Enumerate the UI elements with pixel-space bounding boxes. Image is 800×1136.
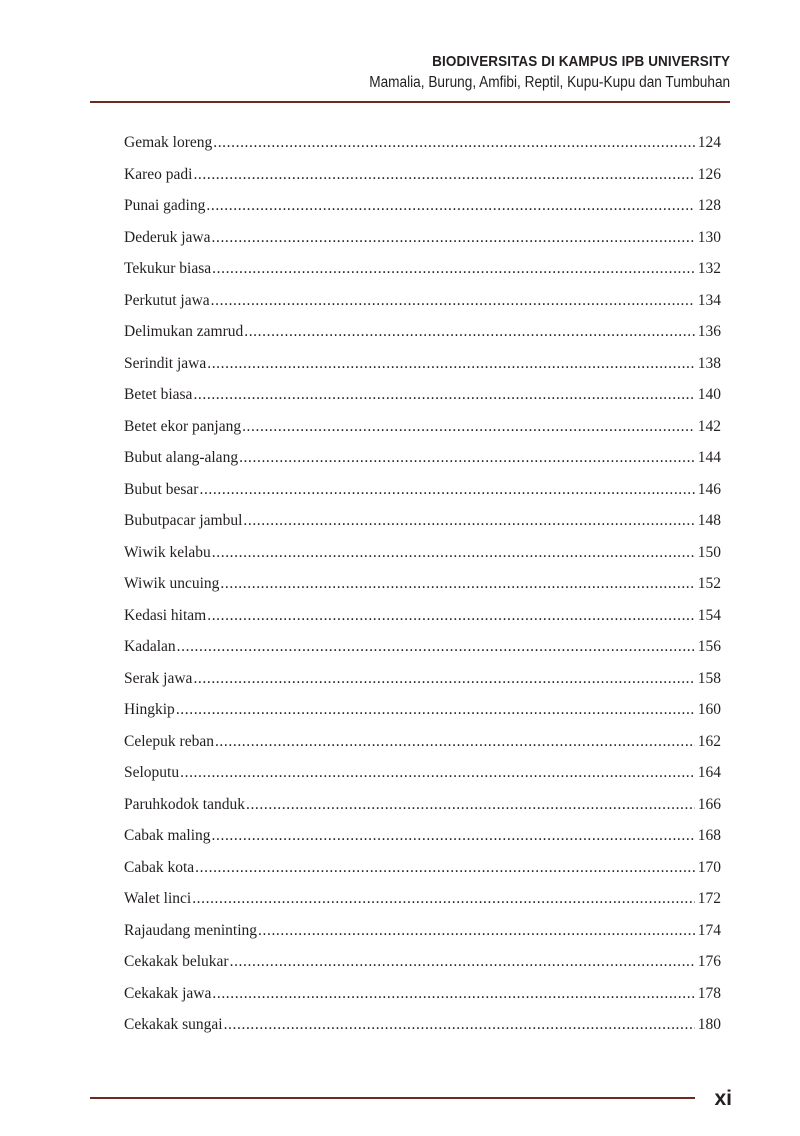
toc-entry-label: Dederuk jawa bbox=[124, 228, 211, 246]
toc-entry[interactable] bbox=[124, 134, 721, 166]
table-of-contents bbox=[124, 134, 721, 1048]
toc-entry-page: 166 bbox=[697, 795, 721, 813]
toc-leader-dots bbox=[212, 985, 694, 1003]
toc-leader-dots bbox=[193, 166, 694, 184]
toc-entry[interactable] bbox=[124, 323, 721, 355]
toc-entry[interactable] bbox=[124, 512, 721, 544]
toc-leader-dots bbox=[244, 323, 695, 341]
toc-leader-dots bbox=[258, 922, 695, 940]
toc-entry-page: 152 bbox=[697, 575, 721, 592]
toc-entry[interactable] bbox=[124, 985, 721, 1017]
toc-entry-label: Gemak loreng bbox=[124, 134, 213, 151]
toc-leader-dots bbox=[224, 1016, 695, 1034]
toc-entry-page: 164 bbox=[697, 764, 721, 781]
toc-entry-label: Cekakak belukar bbox=[124, 953, 229, 970]
toc-entry-page: 176 bbox=[697, 953, 721, 970]
toc-entry-label: Cabak maling bbox=[124, 827, 211, 844]
toc-entry-page: 142 bbox=[697, 417, 721, 435]
toc-entry-page: 168 bbox=[697, 827, 721, 844]
toc-entry-label: Wiwik kelabu bbox=[124, 543, 211, 561]
toc-entry-page: 162 bbox=[697, 732, 721, 750]
toc-entry-label: Serak jawa bbox=[124, 669, 193, 687]
toc-entry-page: 144 bbox=[697, 449, 721, 466]
toc-leader-dots bbox=[176, 701, 695, 719]
toc-entry-label: Bubutpacar jambul bbox=[124, 512, 243, 529]
toc-leader-dots bbox=[243, 512, 694, 530]
toc-entry-page: 180 bbox=[697, 1016, 721, 1033]
toc-leader-dots bbox=[193, 670, 694, 688]
toc-leader-dots bbox=[242, 418, 695, 436]
page-number: xi bbox=[714, 1087, 732, 1110]
toc-entry-page: 178 bbox=[697, 984, 721, 1002]
toc-entry-page: 132 bbox=[697, 260, 721, 277]
toc-entry[interactable] bbox=[124, 197, 721, 229]
toc-entry-label: Cabak kota bbox=[124, 858, 195, 876]
toc-entry[interactable] bbox=[124, 575, 721, 607]
toc-leader-dots bbox=[212, 260, 695, 278]
toc-leader-dots bbox=[180, 764, 695, 782]
toc-entry-label: Cekakak sungai bbox=[124, 1016, 223, 1033]
toc-entry-page: 174 bbox=[697, 921, 721, 939]
toc-entry-page: 158 bbox=[697, 669, 721, 687]
toc-entry-label: Paruhkodok tanduk bbox=[124, 795, 245, 813]
toc-entry-label: Kadalan bbox=[124, 638, 176, 655]
toc-leader-dots bbox=[239, 449, 695, 467]
toc-entry-page: 138 bbox=[697, 354, 721, 372]
toc-entry-label: Celepuk reban bbox=[124, 732, 214, 750]
toc-leader-dots bbox=[199, 481, 694, 499]
toc-entry-label: Hingkip bbox=[124, 701, 175, 718]
toc-entry[interactable] bbox=[124, 260, 721, 292]
toc-entry-label: Serindit jawa bbox=[124, 354, 207, 372]
toc-entry[interactable] bbox=[124, 670, 721, 702]
toc-entry[interactable] bbox=[124, 418, 721, 450]
toc-leader-dots bbox=[230, 953, 695, 971]
toc-entry[interactable] bbox=[124, 764, 721, 796]
toc-leader-dots bbox=[215, 733, 695, 751]
toc-entry[interactable] bbox=[124, 166, 721, 198]
toc-entry[interactable] bbox=[124, 607, 721, 639]
toc-entry-label: Seloputu bbox=[124, 764, 180, 781]
toc-entry[interactable] bbox=[124, 1016, 721, 1048]
toc-leader-dots bbox=[192, 890, 695, 908]
toc-entry[interactable] bbox=[124, 701, 721, 733]
toc-leader-dots bbox=[207, 607, 695, 625]
toc-entry-label: Betet biasa bbox=[124, 386, 193, 403]
toc-entry-page: 140 bbox=[697, 386, 721, 403]
toc-leader-dots bbox=[195, 859, 695, 877]
toc-leader-dots bbox=[206, 197, 694, 215]
toc-entry-label: Betet ekor panjang bbox=[124, 417, 242, 435]
running-header bbox=[320, 52, 730, 94]
toc-entry-label: Kareo padi bbox=[124, 165, 193, 183]
footer-divider bbox=[90, 1097, 695, 1099]
toc-entry-page: 150 bbox=[697, 543, 721, 561]
toc-leader-dots bbox=[212, 827, 695, 845]
toc-leader-dots bbox=[211, 292, 695, 310]
toc-entry-page: 172 bbox=[697, 890, 721, 907]
toc-entry-label: Punai gading bbox=[124, 197, 206, 214]
book-title: BIODIVERSITAS DI KAMPUS IPB UNIVERSITY bbox=[432, 53, 730, 70]
toc-entry[interactable] bbox=[124, 292, 721, 324]
toc-leader-dots bbox=[220, 575, 694, 593]
toc-leader-dots bbox=[207, 355, 695, 373]
toc-entry[interactable] bbox=[124, 827, 721, 859]
toc-entry[interactable] bbox=[124, 386, 721, 418]
toc-entry-page: 148 bbox=[697, 512, 721, 529]
toc-entry-label: Bubut alang-alang bbox=[124, 449, 239, 466]
toc-entry-label: Wiwik uncuing bbox=[124, 575, 220, 592]
toc-entry[interactable] bbox=[124, 544, 721, 576]
toc-leader-dots bbox=[177, 638, 695, 656]
toc-entry-page: 154 bbox=[697, 606, 721, 624]
toc-leader-dots bbox=[213, 134, 695, 152]
toc-entry-label: Tekukur biasa bbox=[124, 260, 212, 277]
toc-entry[interactable] bbox=[124, 922, 721, 954]
toc-entry-page: 130 bbox=[697, 228, 721, 246]
toc-entry-page: 156 bbox=[697, 638, 721, 655]
toc-leader-dots bbox=[212, 544, 695, 562]
toc-entry[interactable] bbox=[124, 449, 721, 481]
toc-leader-dots bbox=[212, 229, 695, 247]
toc-entry[interactable] bbox=[124, 481, 721, 513]
toc-entry-label: Walet linci bbox=[124, 890, 192, 907]
toc-entry-label: Cekakak jawa bbox=[124, 984, 212, 1002]
toc-entry-label: Bubut besar bbox=[124, 480, 199, 498]
toc-entry-page: 124 bbox=[697, 134, 721, 151]
toc-entry-label: Rajaudang meninting bbox=[124, 921, 258, 939]
toc-entry-label: Perkutut jawa bbox=[124, 291, 210, 309]
toc-leader-dots bbox=[246, 796, 695, 814]
header-divider bbox=[90, 101, 730, 103]
toc-entry-page: 128 bbox=[697, 197, 721, 214]
toc-entry[interactable] bbox=[124, 229, 721, 261]
book-subtitle: Mamalia, Burung, Amfibi, Reptil, Kupu-Kupu dan Tumbuhan bbox=[369, 74, 730, 91]
toc-entry-page: 134 bbox=[697, 291, 721, 309]
toc-entry[interactable] bbox=[124, 859, 721, 891]
toc-entry-page: 146 bbox=[697, 480, 721, 498]
toc-entry[interactable] bbox=[124, 355, 721, 387]
toc-entry-page: 136 bbox=[697, 323, 721, 340]
toc-entry-page: 170 bbox=[697, 858, 721, 876]
toc-entry[interactable] bbox=[124, 953, 721, 985]
toc-entry[interactable] bbox=[124, 733, 721, 765]
toc-entry[interactable] bbox=[124, 638, 721, 670]
toc-leader-dots bbox=[193, 386, 694, 404]
toc-entry-page: 160 bbox=[697, 701, 721, 718]
toc-entry[interactable] bbox=[124, 890, 721, 922]
toc-entry-page: 126 bbox=[697, 165, 721, 183]
toc-entry-label: Delimukan zamrud bbox=[124, 323, 244, 340]
toc-entry-label: Kedasi hitam bbox=[124, 606, 207, 624]
toc-entry[interactable] bbox=[124, 796, 721, 828]
